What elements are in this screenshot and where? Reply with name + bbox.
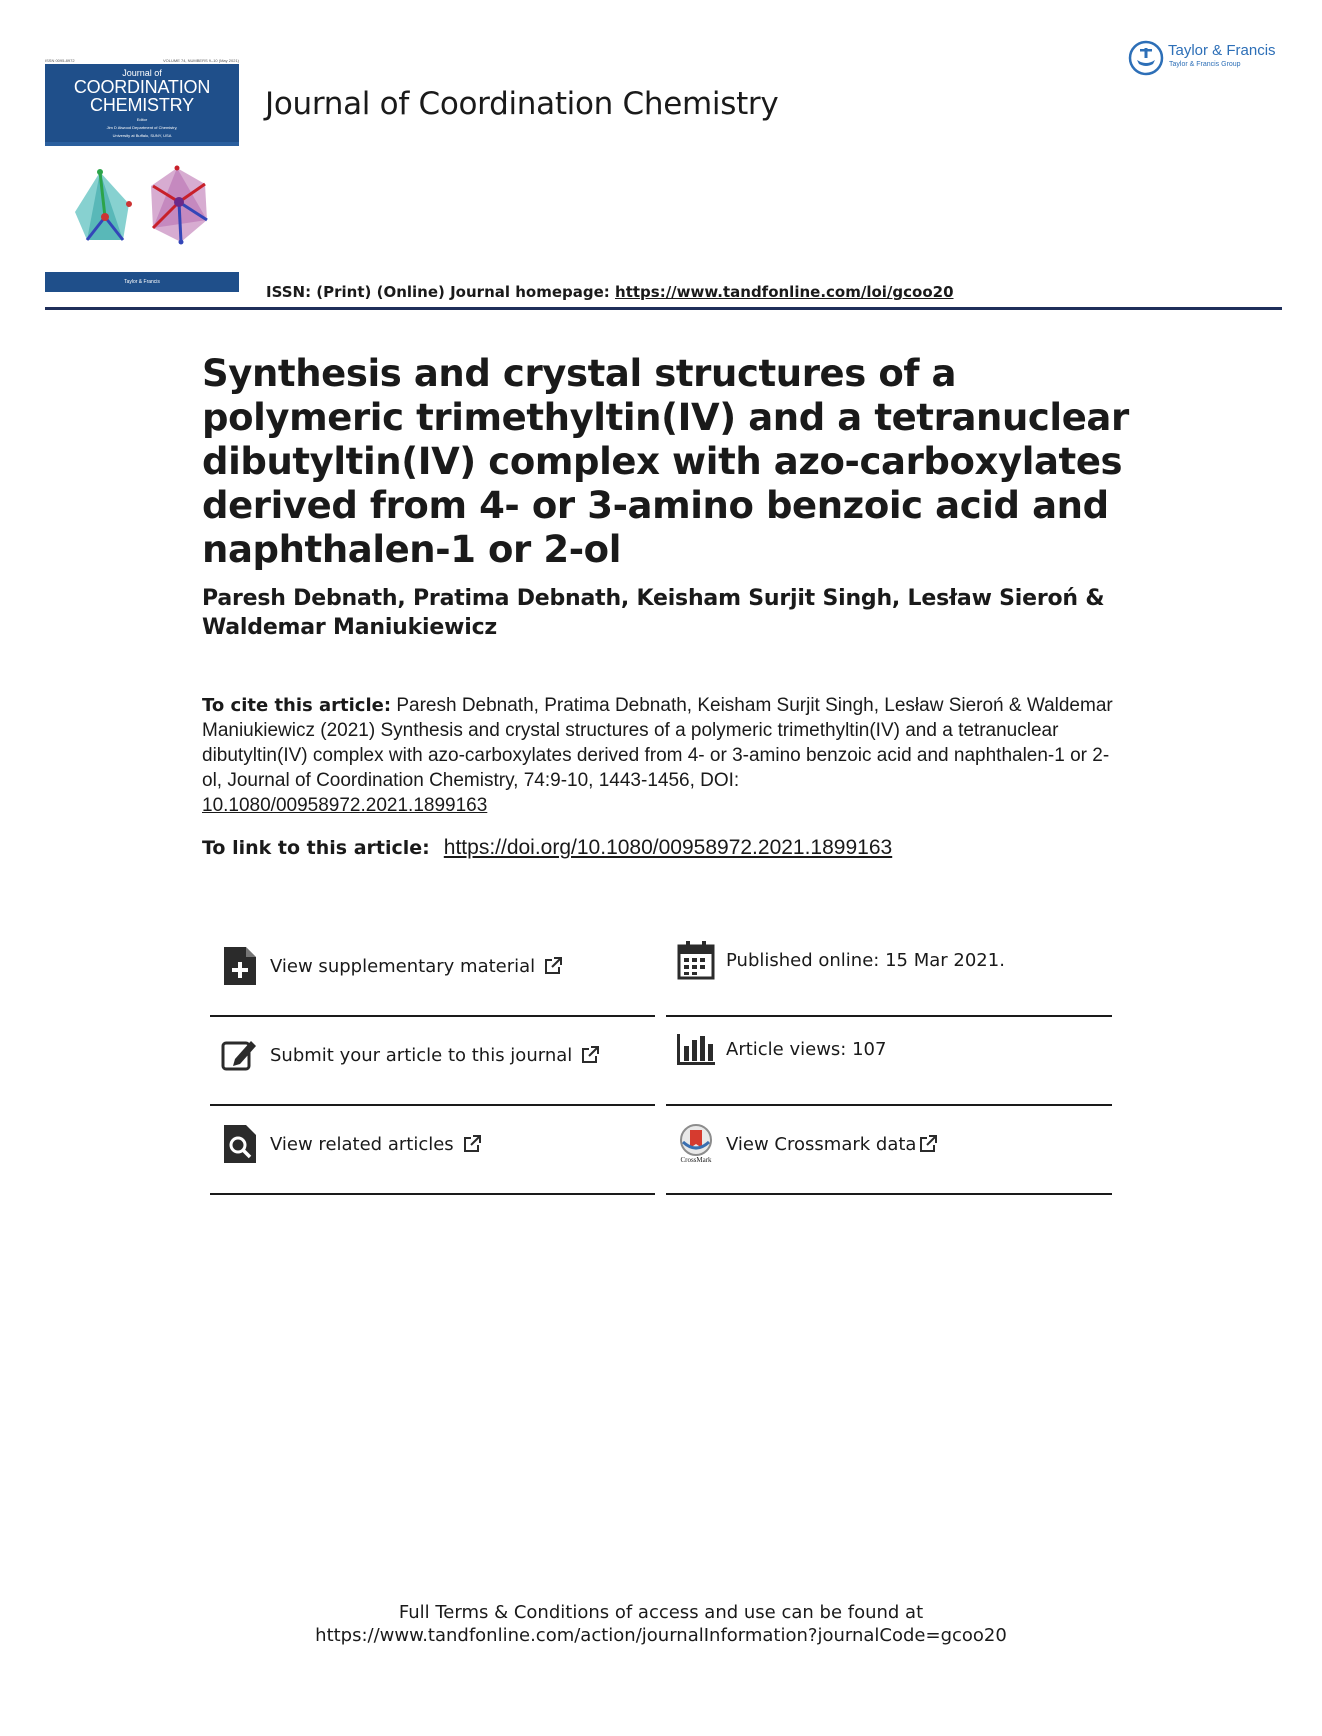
publisher-logo bbox=[1128, 38, 1288, 78]
publisher-name: Taylor & Francis bbox=[1168, 42, 1276, 59]
bar-chart-icon bbox=[676, 1028, 716, 1070]
file-search-icon bbox=[220, 1123, 260, 1165]
divider bbox=[666, 1193, 1112, 1195]
related-label: View related articles bbox=[270, 1133, 454, 1155]
header-rule bbox=[45, 307, 1282, 310]
journal-title: Journal of Coordination Chemistry bbox=[265, 86, 779, 122]
cover-editor-line3: University at Buffalo, SUNY, USA bbox=[112, 133, 172, 138]
cover-publisher-strip bbox=[45, 272, 239, 292]
divider bbox=[666, 1104, 1112, 1106]
divider bbox=[210, 1104, 655, 1106]
journal-homepage-link[interactable]: https://www.tandfonline.com/loi/gcoo20 bbox=[615, 283, 954, 301]
submit-label: Submit your article to this journal bbox=[270, 1044, 573, 1066]
issn-text: ISSN: (Print) (Online) Journal homepage: bbox=[266, 283, 616, 301]
divider bbox=[210, 1193, 655, 1195]
external-link-icon bbox=[918, 1134, 938, 1154]
footer-line1: Full Terms & Conditions of access and use can be found at bbox=[398, 1602, 924, 1623]
link-label: To link to this article: bbox=[202, 837, 430, 859]
submit-article-link[interactable] bbox=[220, 1027, 600, 1083]
article-link-line bbox=[202, 836, 892, 860]
cover-title-band bbox=[45, 64, 239, 142]
cover-issn: ISSN 0095-8972 bbox=[45, 58, 75, 63]
article-title: Synthesis and crystal structures of a polymeric trimethyltin(IV) and a tetranuclear dibutyltin(IV) complex with azo-carboxylates derived from 4- or 3-amino benzoic acid and naphthalen-1 or 2-ol bbox=[202, 352, 1129, 571]
article-views bbox=[676, 1021, 886, 1077]
divider bbox=[210, 1015, 655, 1017]
cover-molecule-image bbox=[65, 162, 225, 258]
supplementary-label: View supplementary material bbox=[270, 955, 536, 977]
divider bbox=[666, 1015, 1112, 1017]
article-doi-link[interactable]: https://doi.org/10.1080/00958972.2021.1899163 bbox=[443, 836, 893, 859]
cover-publisher-label: Taylor & Francis bbox=[124, 279, 160, 285]
article-authors: Paresh Debnath, Pratima Debnath, Keisham Surjit Singh, Lesław Sieroń & Waldemar Maniukiewicz bbox=[202, 586, 1105, 640]
crossmark-link[interactable] bbox=[676, 1116, 938, 1172]
cover-journal-of: Journal of bbox=[122, 68, 162, 78]
footer-terms-link[interactable]: https://www.tandfonline.com/action/journalInformation?journalCode=gcoo20 bbox=[315, 1625, 1007, 1646]
publisher-logo-icon bbox=[1128, 40, 1164, 76]
external-link-icon bbox=[580, 1045, 600, 1065]
crossmark-icon bbox=[676, 1123, 716, 1165]
issn-line bbox=[266, 283, 954, 301]
crossmark-logo-text: CrossMark bbox=[680, 1156, 712, 1164]
file-plus-icon bbox=[220, 945, 260, 987]
cover-volume: VOLUME 74, NUMBERS 9–10 (May 2021) bbox=[162, 58, 239, 63]
supplementary-link[interactable] bbox=[220, 938, 563, 994]
cover-title-line1: COORDINATION bbox=[73, 77, 211, 97]
journal-cover bbox=[45, 58, 239, 292]
edit-icon bbox=[220, 1034, 260, 1076]
related-articles-link[interactable] bbox=[220, 1116, 482, 1172]
published-online bbox=[676, 932, 1005, 988]
cite-text: Paresh Debnath, Pratima Debnath, Keisham Surjit Singh, Lesław Sieroń & Waldemar Maniukiewicz (2021) Synthesis and crystal structures of a polymeric trimethyltin(IV) and a tetranuclear dibutyltin(IV) complex with azo-carboxylates derived from 4- or 3-amino benzoic acid and naphthalen-1 or 2-ol, Journal of Coordination Chemistry, 74:9-10, 1443-1456, DOI: bbox=[202, 695, 1113, 791]
cite-label: To cite this article: bbox=[202, 695, 392, 716]
external-link-icon bbox=[462, 1134, 482, 1154]
cover-strip bbox=[45, 142, 239, 146]
cite-doi-link[interactable]: 10.1080/00958972.2021.1899163 bbox=[202, 795, 488, 816]
cover-title-line2: CHEMISTRY bbox=[90, 95, 194, 115]
cover-editor-line1: Editor bbox=[136, 117, 148, 122]
calendar-icon bbox=[676, 939, 716, 981]
external-link-icon bbox=[543, 956, 563, 976]
crossmark-label: View Crossmark data bbox=[726, 1133, 917, 1155]
cover-editor-line2: Jim D Atwood Department of Chemistry, bbox=[106, 125, 178, 130]
publisher-group: Taylor & Francis Group bbox=[1169, 61, 1241, 68]
footer bbox=[0, 1601, 1322, 1647]
views-label: Article views: 107 bbox=[726, 1038, 887, 1060]
published-label: Published online: 15 Mar 2021. bbox=[726, 949, 1005, 971]
citation-block bbox=[202, 693, 1122, 818]
